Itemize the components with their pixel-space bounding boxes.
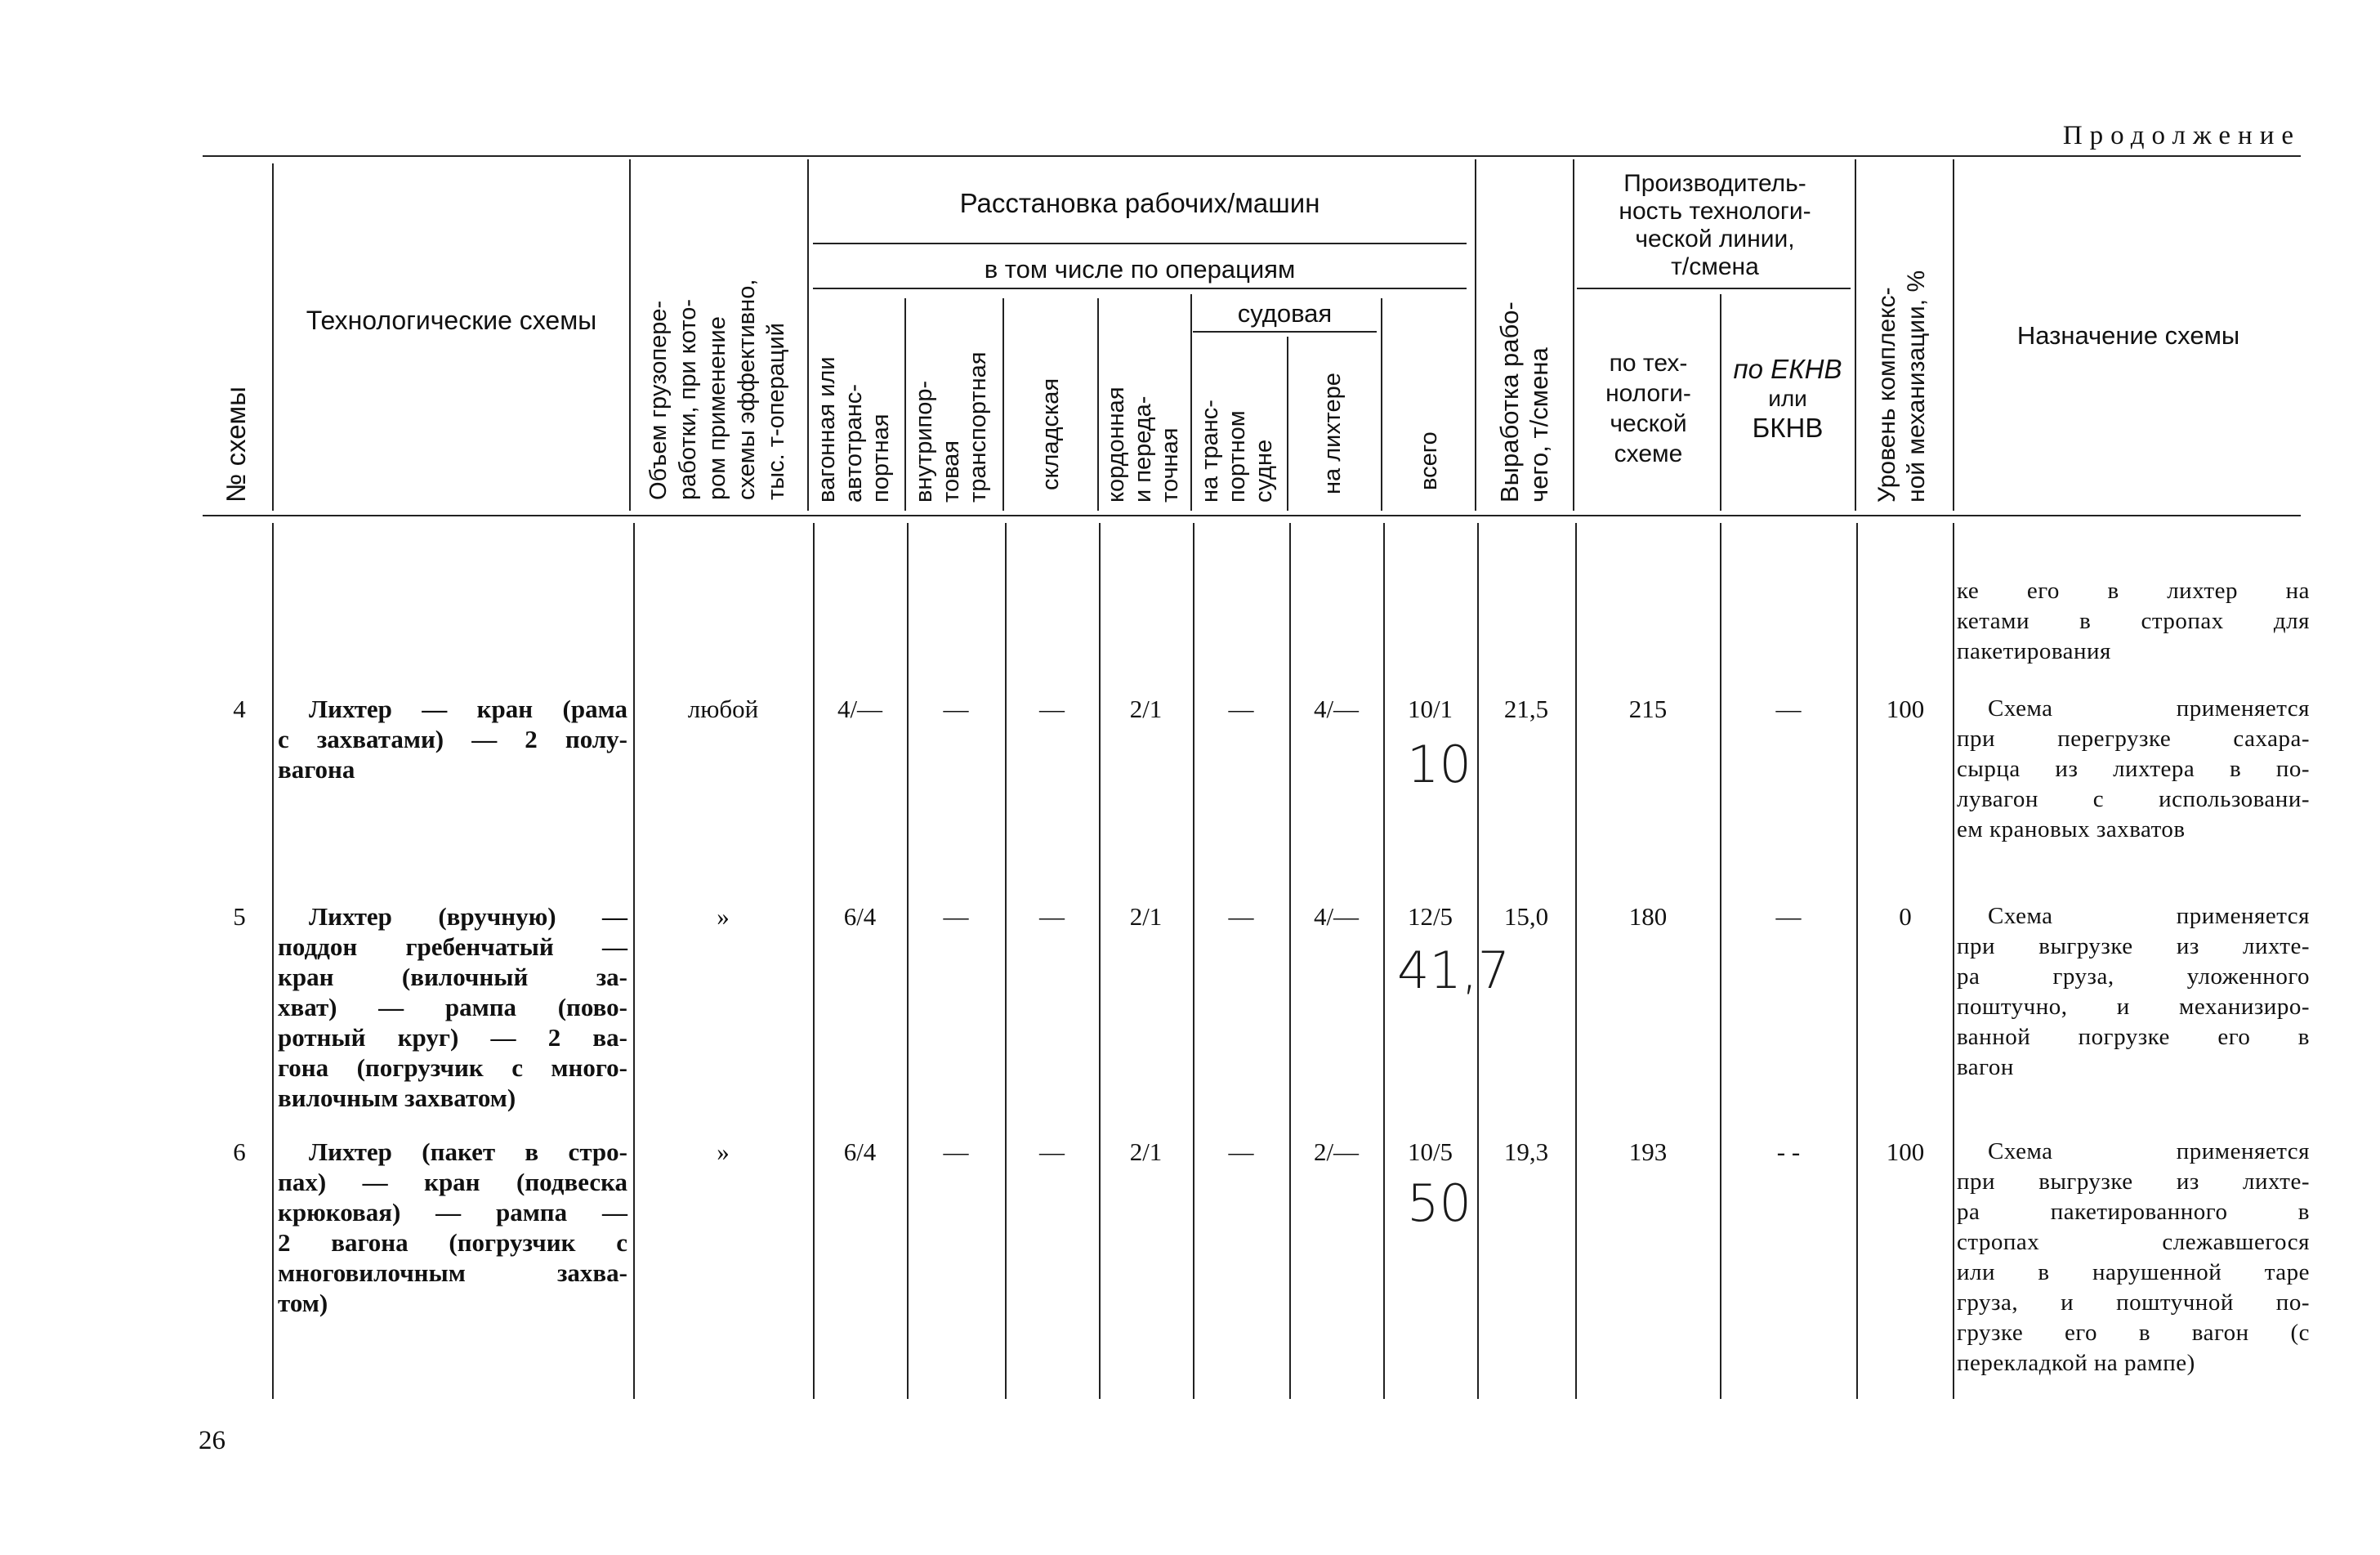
- row-5-lighter: 4/—: [1313, 902, 1360, 931]
- header-divider: [1190, 294, 1192, 511]
- header-internal: внутрипор- товая транспортная: [911, 351, 991, 503]
- row-5-warehouse: —: [1039, 902, 1065, 931]
- row-6-cordon: 2/1: [1129, 1137, 1163, 1166]
- header-divider: [629, 159, 631, 511]
- row-6-wagon: 6/4: [843, 1137, 877, 1166]
- row-6-volume: »: [717, 1137, 730, 1166]
- header-no: № схемы: [221, 387, 251, 503]
- header-lighter: на лихтере: [1319, 373, 1346, 494]
- row-5-transport-ship: —: [1228, 902, 1254, 931]
- body-divider: [1383, 523, 1385, 1399]
- header-placement: Расстановка рабочих/машин: [959, 188, 1320, 218]
- row-4-by-ekn: —: [1775, 695, 1802, 723]
- row-5-mech-level: 0: [1899, 902, 1912, 931]
- table-top-rule: [203, 155, 2301, 157]
- header-scheme: Технологические схемы: [306, 306, 597, 335]
- header-output: Выработка рабо- чего, т/смена: [1495, 302, 1553, 503]
- header-subrule: [813, 243, 1467, 244]
- row-5-total: 12/5: [1407, 902, 1453, 931]
- header-subrule: [813, 288, 1467, 289]
- body-divider: [633, 523, 635, 1399]
- header-divider: [1002, 298, 1004, 511]
- header-divider: [904, 298, 906, 511]
- row-6-output: 19,3: [1503, 1137, 1549, 1166]
- header-divider: [1855, 159, 1856, 511]
- row-6-transport-ship: —: [1228, 1137, 1254, 1166]
- row-4-lighter: 4/—: [1313, 695, 1360, 723]
- row-4-no: 4: [233, 695, 246, 723]
- body-divider: [272, 523, 274, 1399]
- continuation-label: Продолжение: [2062, 121, 2301, 150]
- row-5-by-ekn: —: [1775, 902, 1802, 931]
- row-5-handwritten-note: 41,7: [1397, 941, 1511, 1000]
- row-4-transport-ship: —: [1228, 695, 1254, 723]
- row-6-by-scheme: 193: [1628, 1137, 1668, 1166]
- row-4-total: 10/1: [1407, 695, 1453, 723]
- header-productivity: Производитель- ность технологи- ческой линии, т/смена: [1619, 170, 1811, 280]
- body-divider: [1856, 523, 1858, 1399]
- body-divider: [813, 523, 815, 1399]
- row-4-warehouse: —: [1039, 695, 1065, 723]
- header-divider: [1573, 159, 1574, 511]
- row-5-volume: »: [717, 902, 730, 931]
- row-6-total: 10/5: [1407, 1137, 1453, 1166]
- page-number: 26: [199, 1426, 225, 1455]
- header-ship: судовая: [1237, 299, 1333, 328]
- header-transport-ship: на транс- портном судне: [1197, 400, 1277, 503]
- row-5-wagon: 6/4: [843, 902, 877, 931]
- header-warehouse: складская: [1038, 378, 1064, 490]
- row-5-output: 15,0: [1503, 902, 1549, 931]
- row-4-output: 21,5: [1503, 695, 1549, 723]
- row-6-warehouse: —: [1039, 1137, 1065, 1166]
- header-bottom-rule: [203, 515, 2301, 516]
- body-divider: [1005, 523, 1007, 1399]
- row-5-internal: —: [943, 902, 969, 931]
- row-6-lighter: 2/—: [1313, 1137, 1360, 1166]
- row-6-no: 6: [233, 1137, 246, 1166]
- row-5-scheme: Лихтер (вручную) — поддон гребенчатый — кран (вилочный за- хват) — рампа (пово- ротный круг) — 2 ва- гона (погрузчик с много- вилочным захватом): [278, 902, 627, 1112]
- header-divider: [807, 159, 809, 511]
- header-subrule: [1193, 331, 1377, 333]
- header-subrule: [1577, 288, 1851, 289]
- row-4-mech-level: 100: [1886, 695, 1925, 723]
- header-by-ekn: по ЕКНВ или БКНВ: [1733, 354, 1842, 443]
- row-4-volume: любой: [687, 695, 759, 723]
- body-divider: [1193, 523, 1194, 1399]
- body-divider: [1575, 523, 1577, 1399]
- header-divider: [272, 163, 274, 511]
- row-4-wagon: 4/—: [837, 695, 883, 723]
- body-divider: [907, 523, 909, 1399]
- header-divider: [1287, 337, 1288, 511]
- row-5-purpose: Схема применяется при выгрузке из лихте- ра груза, уложенного поштучно, и механизиро- ванной погрузке его в вагон: [1957, 903, 2310, 1080]
- row-5-by-scheme: 180: [1628, 902, 1668, 931]
- header-divider: [1381, 298, 1382, 511]
- row-5-cordon: 2/1: [1129, 902, 1163, 931]
- row-4-internal: —: [943, 695, 969, 723]
- header-divider: [1720, 294, 1721, 511]
- row-6-handwritten-note: 50: [1407, 1173, 1471, 1233]
- body-divider: [1289, 523, 1291, 1399]
- row-6-internal: —: [943, 1137, 969, 1166]
- header-volume: Объем грузопере- работки, при кото- ром применение схемы эффективно, тыс. т-операций: [645, 279, 789, 500]
- row-5-no: 5: [233, 902, 246, 931]
- row-4-purpose: Схема применяется при перегрузке сахара- сырца из лихтера в по- лувагон с использовани- ем крановых захватов: [1957, 695, 2310, 842]
- header-purpose: Назначение схемы: [2016, 321, 2240, 350]
- row-6-by-ekn: - -: [1776, 1137, 1801, 1166]
- header-divider: [1953, 159, 1954, 511]
- purpose-carry-over: ке его в лихтер на кетами в стропах для пакетирования: [1957, 578, 2310, 664]
- row-4-cordon: 2/1: [1129, 695, 1163, 723]
- header-total: всего: [1416, 431, 1442, 490]
- body-divider: [1720, 523, 1721, 1399]
- header-by-scheme: по тех- нологи- ческой схеме: [1605, 350, 1691, 467]
- header-divider: [1097, 298, 1099, 511]
- body-divider: [1953, 523, 1954, 1399]
- body-divider: [1099, 523, 1101, 1399]
- header-cordon: кордонная и переда- точная: [1103, 387, 1183, 503]
- row-6-purpose: Схема применяется при выгрузке из лихте- ра пакетированного в стропах слежавшегося или в нарушенной таре груза, и поштучной по- грузке его в вагон (с перекладкой на рампе): [1957, 1138, 2310, 1376]
- row-4-handwritten-note: 10: [1407, 735, 1471, 794]
- row-6-mech-level: 100: [1886, 1137, 1925, 1166]
- row-4-scheme: Лихтер — кран (рама с захватами) — 2 полу- вагона: [278, 695, 627, 784]
- header-divider: [1475, 159, 1476, 511]
- header-by-operations: в том числе по операциям: [984, 255, 1296, 284]
- row-4-by-scheme: 215: [1628, 695, 1668, 723]
- header-mech-level: Уровень комплекс- ной механизации, %: [1873, 270, 1930, 503]
- row-6-scheme: Лихтер (пакет в стро- пах) — кран (подвеска крюковая) — рампа — 2 вагона (погрузчик с многовилочным захва- том): [278, 1137, 627, 1317]
- header-wagon: вагонная или автотранс- портная: [814, 356, 894, 503]
